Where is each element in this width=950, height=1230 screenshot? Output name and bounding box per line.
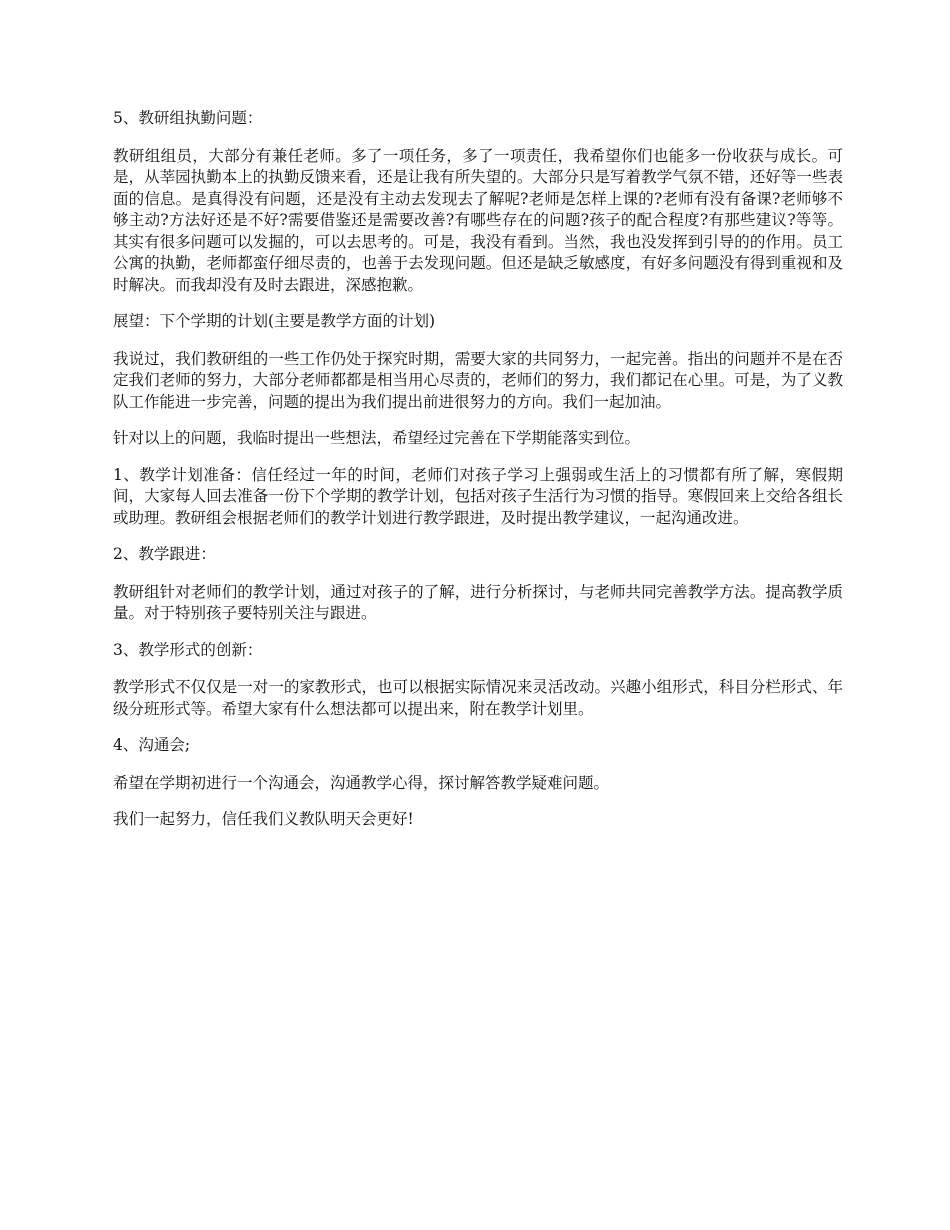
paragraph-duty-feedback: 教研组组员，大部分有兼任老师。多了一项任务，多了一项责任，我希望你们也能多一份收获与成长。可是，从莘园执勤本上的执勤反馈来看，还是让我有所失望的。大部分只是写着教学气氛不错，还好等一些表面的信息。是真得没有问题，还是没有主动去发现去了解呢?老师是怎样上课的?老师有没有备课?老师够不够主动?方法好还是不好?需要借鉴还是需要改善?有哪些存在的问题?孩子的配合程度?有那些建议?等等。其实有很多问题可以发掘的，可以去思考的。可是，我没有看到。当然，我也没发挥到引导的的作用。员工公寓的执勤，老师都蛮仔细尽责的，也善于去发现问题。但还是缺乏敏感度，有好多问题没有得到重视和及时解决。而我却没有及时去跟进，深感抱歉。 bbox=[113, 146, 843, 294]
section-heading-meeting: 4、沟通会; bbox=[113, 736, 191, 754]
paragraph-meeting: 希望在学期初进行一个沟通会，沟通教学心得，探讨解答教学疑难问题。 bbox=[113, 773, 610, 792]
section-heading-duty: 5、教研组执勤问题： bbox=[113, 109, 263, 127]
section-heading-outlook: 展望：下个学期的计划(主要是教学方面的计划) bbox=[113, 312, 436, 330]
paragraph-teaching-plan: 1、教学计划准备：信任经过一年的时间，老师们对孩子学习上强弱或生活上的习惯都有所了解，寒假期间，大家每人回去准备一份下个学期的教学计划，包括对孩子生活行为习惯的指导。寒假回来上交给各组长或助理。教研组会根据老师们的教学计划进行教学跟进，及时提出教学建议，一起沟通改进。 bbox=[113, 465, 843, 527]
paragraph-follow-up: 教研组针对老师们的教学计划，通过对孩子的了解，进行分析探讨，与老师共同完善教学方法。提高教学质量。对于特别孩子要特别关注与跟进。 bbox=[113, 582, 843, 622]
paragraph-innovation: 教学形式不仅仅是一对一的家教形式，也可以根据实际情况来灵活改动。兴趣小组形式，科目分栏形式、年级分班形式等。希望大家有什么想法都可以提出来，附在教学计划里。 bbox=[113, 678, 843, 718]
paragraph-closing: 我们一起努力，信任我们义教队明天会更好! bbox=[113, 810, 414, 828]
paragraph-outlook-intro: 我说过，我们教研组的一些工作仍处于探究时期，需要大家的共同努力，一起完善。指出的问题并不是在否定我们老师的努力，大部分老师都都是相当用心尽责的，老师们的努力，我们都记在心里。可是，为了义教队工作能进一步完善，问题的提出为我们提出前进很努力的方向。我们一起加油。 bbox=[113, 349, 843, 411]
paragraph-ideas-intro: 针对以上的问题，我临时提出一些想法，希望经过完善在下学期能落实到位。 bbox=[113, 429, 641, 447]
document-page bbox=[113, 108, 843, 846]
section-heading-innovation: 3、教学形式的创新： bbox=[113, 640, 263, 659]
section-heading-follow-up: 2、教学跟进： bbox=[113, 545, 216, 563]
